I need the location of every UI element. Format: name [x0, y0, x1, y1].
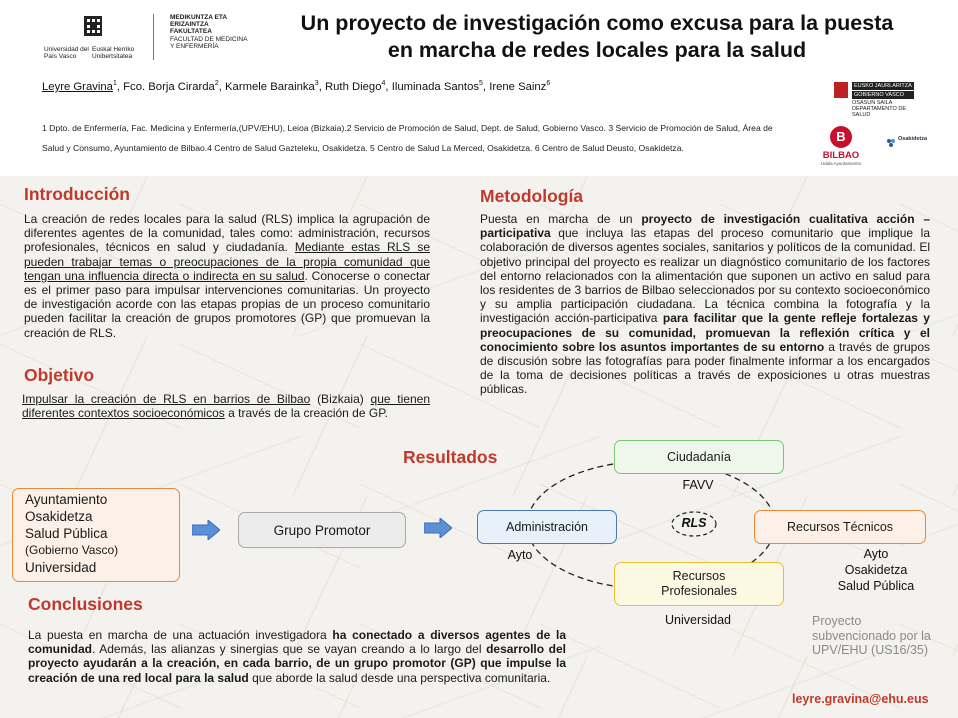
recursos-tecnicos-sub — [818, 546, 934, 594]
intro-p1-underlined: Mediante estas RLS se pueden trabajar temas o preocupaciones de la propia comunidad que tengan una influencia directa o indirecta en su salud — [24, 240, 430, 283]
bilbao-small: Udala Ayuntamiento — [820, 161, 862, 166]
conclusiones-b2: desarrollo del proyecto ayudarán a la creación, en cada barrio, de un grupo promotor (GP) que impulse la creación de una red local para la salud — [28, 642, 566, 685]
intro-p1-end: . Conocerse o conectar es el primer paso para impulsar intervenciones comunitarias. Un proyecto de investigación acorde con las etapas propias de un proceso comunitario pueden facilitar la creación de grupos promotores (GP) que promuevan la creación de RLS. — [24, 268, 430, 340]
metodologia-b2: para facilitar que la gente refleje fortalezas y preocupaciones de su comunidad, promuevan la reflexión crítica y el conocimiento sobre los asuntos importantes de su entorno — [480, 311, 930, 354]
upv-logo-text-eu: Euskal Herriko Unibertsitatea — [92, 46, 135, 60]
recursos-tecnicos-box — [754, 510, 926, 544]
metodologia-t3: a través de grupos de discusión sobre las fotografías para poder finalmente informar a los encargados de la toma de decisiones políticas a través de exposiciones u otras muestras públicas. — [480, 339, 930, 397]
tecnicos-ayto: Ayto — [863, 547, 889, 561]
conclusiones-b1: ha conectado a diversos agentes de la comunidad — [28, 628, 567, 657]
author-sup: 5 — [479, 80, 483, 87]
agent-gobierno-vasco: (Gobierno Vasco) — [25, 543, 119, 557]
administracion-label: Administración — [506, 520, 588, 534]
agent-salud-publica: Salud Pública — [25, 526, 108, 541]
gv-bar-2: GOBIERNO VASCO — [852, 91, 914, 99]
upv-logo-text-es: Universidad del País Vasco — [44, 46, 89, 60]
faculty-logo-eu: MEDIKUNTZA ETA ERIZAINTZA FAKULTATEA — [170, 14, 227, 36]
recursos-profesionales-l1: Recursos — [672, 569, 726, 583]
gv-shield-icon — [834, 82, 848, 98]
gv-dept: OSASUN SAILA DEPARTAMENTO DE SALUD — [852, 100, 906, 118]
ciudadania-box — [614, 440, 784, 474]
author: Fco. Borja Cirarda — [123, 80, 215, 93]
ciudadania-label: Ciudadanía — [667, 450, 731, 464]
contact-email[interactable]: leyre.gravina@ehu.eus — [792, 692, 929, 706]
author-sup: 2 — [214, 80, 219, 87]
universidad-label: Universidad — [664, 613, 731, 627]
metodologia-t2: que incluya las etapas del proceso comunitario que implique la colaboración de diversos agentes sociales, sanitarios y políticos de la comunidad. El objetivo principal del proyecto es realizar un diagnóstico comunitario de los factores del entorno relacionados con la alimentación que suponen un activo en salud para los residentes de 3 barrios de Bilbao seleccionados por su contexto socioeconómico y su amplia participación ciudadana. La técnica combina la fotografía y la investigación acción-participativa — [480, 226, 930, 326]
agent-osakidetza: Osakidetza — [25, 509, 93, 524]
agent-universidad: Universidad — [25, 560, 97, 575]
author: Irene Sainz — [489, 80, 547, 93]
author-sup: 3 — [314, 80, 319, 87]
poster-header — [0, 0, 958, 176]
bilbao-logo — [818, 126, 864, 172]
osakidetza-icon — [886, 138, 896, 148]
faculty-logo-es: FACULTAD DE MEDICINA Y ENFERMERÍA — [170, 35, 248, 50]
gv-bar: EUSKO JAURLARITZA — [852, 82, 914, 90]
conclusiones-text — [28, 628, 566, 685]
poster-title — [250, 10, 944, 64]
title-line-1: Un proyecto de investigación como excusa para la puesta — [300, 11, 894, 35]
title-line-2: en marcha de redes locales para la salud — [387, 38, 807, 62]
grupo-promotor-label: Grupo Promotor — [273, 522, 371, 538]
objetivo-text — [22, 392, 430, 420]
author: Karmele Barainka — [225, 80, 315, 93]
metodologia-t1: Puesta en marcha de un — [480, 212, 642, 226]
arrow-right-icon — [192, 520, 220, 540]
tecnicos-osakidetza: Osakidetza — [844, 563, 908, 577]
objetivo-plain-2: a través de la creación de GP. — [224, 406, 388, 421]
author-sup: 6 — [546, 80, 551, 87]
author: Ruth Diego — [324, 80, 382, 93]
arrow-right-icon — [424, 518, 452, 538]
upv-logo — [44, 12, 139, 62]
objetivo-title: Objetivo — [24, 365, 95, 385]
objetivo-ul-2: que tienen diferentes contextos socioeconómicos — [22, 392, 431, 421]
intro-title: Introducción — [24, 184, 130, 204]
bilbao-word: BILBAO — [822, 150, 860, 161]
conclusiones-t2: . Además, las alianzas y sinergias que se vayan creando a lo largo del — [92, 642, 487, 657]
agents-box — [12, 488, 180, 582]
affiliations: 1 Dpto. de Enfermería, Fac. Medicina y Enfermería,(UPV/EHU), Leioa (Bizkaia).2 Servicio de Promoción de Salud, Dept. de Salud, Gobierno Vasco. 3 Servicio de Promoción de Salud, Área de Salud y Consumo, Ayuntamiento de Bilbao.4 Centro de Salud Gazteleku, Osakidetza. 5 Centro de Salud La Merced, Osakidetza. 6 Centro de Salud Deusto, Osakidetza. — [42, 123, 773, 153]
osakidetza-word: Osakidetza — [898, 136, 928, 142]
rls-label: RLS — [681, 516, 707, 530]
upv-tree-icon — [82, 14, 104, 38]
logo-divider — [153, 14, 154, 60]
metodologia-title: Metodología — [480, 186, 584, 206]
ayto-admin-label: Ayto — [507, 548, 533, 562]
bilbao-b-icon: B — [830, 126, 852, 148]
resultados-title: Resultados — [403, 447, 498, 467]
osakidetza-logo — [886, 134, 946, 154]
conclusiones-t3: que aborde la salud desde una perspectiva comunitaria. — [248, 670, 551, 685]
intro-text — [24, 212, 430, 340]
first-author-sup: 1 — [112, 80, 117, 87]
conclusiones-t1: La puesta en marcha de una actuación investigadora — [28, 628, 333, 642]
intro-p1: La creación de redes locales para la salud (RLS) implica la agrupación de diferentes agentes de la comunidad, tales como: administración, recursos profesionales, técnicos en salud y ciudadanía. — [24, 212, 430, 255]
metodologia-b1: proyecto de investigación cualitativa acción –participativa — [480, 212, 930, 241]
recursos-profesionales-box — [614, 562, 784, 606]
funding-note: Proyecto subvencionado por la UPV/EHU (US16/35) — [812, 614, 931, 657]
administracion-box — [477, 510, 617, 544]
gobierno-vasco-logo — [834, 80, 914, 118]
objetivo-ul-1: Impulsar la creación de RLS en barrios de Bilbao — [22, 392, 311, 406]
authors-line: Leyre Gravina$^1$, Fco. Borja Cirarda$^2$, Karmele Barainka$^3$, Ruth Diego$^4$, Iluminada Santos$^5$, Irene Sainz$^6$ — [42, 80, 551, 93]
recursos-tecnicos-label: Recursos Técnicos — [786, 520, 894, 534]
faculty-logo — [170, 14, 250, 50]
author: Iluminada Santos — [391, 80, 479, 93]
recursos-profesionales-l2: Profesionales — [661, 584, 737, 598]
first-author: Leyre Gravina — [42, 80, 113, 93]
tecnicos-salud-publica: Salud Pública — [837, 579, 915, 593]
metodologia-text — [480, 212, 930, 397]
objetivo-plain-1: (Bizkaia) — [310, 392, 371, 406]
conclusiones-title: Conclusiones — [28, 594, 143, 614]
favv-label: FAVV — [682, 478, 714, 492]
author-sup: 4 — [381, 80, 386, 87]
grupo-promotor-box — [238, 512, 406, 548]
agent-ayuntamiento: Ayuntamiento — [25, 492, 108, 507]
